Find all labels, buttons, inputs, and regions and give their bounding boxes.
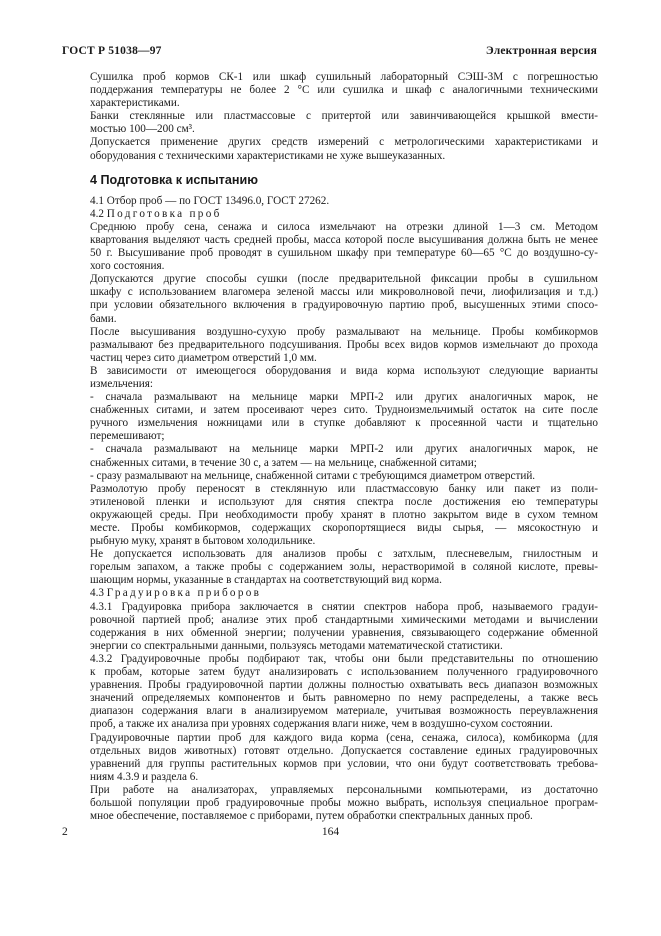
paragraph (62, 326, 598, 365)
text-line: снабженных ситами, и затем просеивают через сито. Трудноизмельчимый остаток на сите после (90, 404, 598, 417)
subsection-title: Подготовка проб (106, 207, 222, 220)
paragraph (62, 71, 598, 110)
text-line: Допускаются другие способы сушки (после предварительной фиксации пробы в сушильном (90, 273, 598, 286)
paragraph (62, 732, 598, 784)
page-body (62, 71, 598, 823)
text-line: шающим нормы, указанные в стандартах на соответствующий вид корма. (90, 574, 442, 587)
text-line: рыбную муку, хранят в бытовом холодильнике. (90, 535, 316, 548)
text-line: 50 г. Высушивание проб проводят в сушильном шкафу при температуре 60—65 °С до воздушно-су- (90, 247, 598, 260)
text-line: уравнений для группы растительных кормов при условии, что они будут соответствовать требова- (90, 757, 598, 770)
subsection-heading (62, 587, 598, 600)
paragraph (62, 601, 598, 653)
text-line: размалывают без предварительного подсушивания. Пробы всех видов кормов измельчают до прохода (90, 338, 598, 351)
text-line: В зависимости от имеющегося оборудования и вида корма используют следующие варианты (90, 364, 598, 377)
text-line: содержания в них обменной энергии; получении уравнения, связывающего содержание обменной (90, 626, 598, 639)
text-line: ровочной партией проб; анализе этих проб стандартными химическими методами и вычислении (90, 613, 598, 626)
paragraph (62, 483, 598, 548)
paragraph (62, 784, 598, 823)
text-line: окружающей среды. При необходимости пробу хранят в плотно закрытом виде в сухом темном (90, 508, 598, 521)
text-line: - сразу размалывают на мельнице, снабженной ситами с требующимся диаметром отверстий. (90, 469, 536, 482)
text-line: при условии обязательного включения в градуировочную партию проб, высушенных этими спосо- (90, 299, 598, 312)
text-line: частиц через сито диаметром отверстий 1,0 мм. (90, 351, 317, 364)
text-line: горелым запахом, а также пробы с содержанием золы, нерастворимой в соляной кислоте, превы- (90, 561, 598, 574)
subsection-number: 4.3 (90, 587, 104, 600)
document-code: ГОСТ Р 51038—97 (62, 45, 162, 57)
paragraph (62, 110, 598, 136)
paragraph (62, 391, 598, 443)
text-line: большой популяции проб градуировочные пробы можно выбрать, используя специальное програм- (90, 796, 598, 809)
text-line: 4.3.2 Градуировочные пробы подбирают так, чтобы они были представительны по отношению (90, 652, 598, 665)
text-line: диапазон содержания влаги в анализируемом материале, учитывая возможность переувлажнения (90, 705, 598, 718)
text-line: месте. Пробы комбикормов, содержащих скоропортящиеся виды сырья, — мясокостную и (90, 522, 598, 534)
subsection-number: 4.2 (90, 207, 104, 220)
text-line: измельчения: (90, 377, 153, 390)
page-number-center: 164 (321, 826, 340, 838)
paragraph (62, 221, 598, 273)
paragraph (62, 365, 598, 391)
text-line: Размолотую пробу переносят в стеклянную или пластмассовую банку или пакет из поли- (90, 482, 598, 495)
text-line: квартования выделяют часть средней пробы, масса которой после высушивания должна быть не менее (90, 233, 598, 246)
text-line: перемешивают; (90, 430, 165, 443)
text-line: проб, а также их анализа при уровнях содержания влаги ниже, чем в воздушно-сухом состоянии. (90, 718, 553, 731)
text-line: Градуировочные партии проб для каждого вида корма (сена, сенажа, силоса), комбикорма (для (90, 731, 598, 744)
electronic-version-label: Электронная версия (485, 45, 597, 57)
subsection-title: Градуировка приборов (106, 587, 262, 600)
text-line: этиленовой пленки и используют для снятия спектра после достижения ею температуры (90, 495, 598, 508)
section-paragraphs (62, 195, 598, 824)
paragraph (62, 136, 598, 162)
section-heading: 4 Подготовка к испытанию (90, 172, 258, 187)
text-line: Допускается применение других средств измерений с метрологическими характеристиками и (90, 136, 598, 149)
text-line: Банки стеклянные или пластмассовые с притертой или завинчивающейся крышкой вмести- (90, 110, 598, 123)
text-line: отдельных видов животных) готовят отдельно. Допускается составление единых градуировочных (90, 744, 598, 757)
text-line: значений определяемых компонентов и быть равномерно по нему распределены, а также весь (90, 692, 598, 705)
paragraph (62, 548, 598, 587)
paragraph (62, 273, 598, 325)
text-line: ниям 4.3.9 и раздела 6. (90, 770, 199, 783)
text-line: мное обеспечение, поставляемое с приборами, путем обработки спектральных данных проб. (90, 810, 533, 823)
text-line: ручного измельчения ножницами или в ступке добавляют к просеянной части и тщательно (90, 417, 598, 430)
text-line: энергии со спектральными данными, пользуясь методами математической статистики. (90, 639, 503, 652)
text-line: Среднюю пробу сена, сенажа и силоса измельчают на отрезки длиной 1—3 см. Методом (90, 220, 598, 233)
text-line: шкафу с использованием влагомера зеленой массы или микроволновой печи, лиофилизация и т.д.) (90, 286, 598, 299)
text-line: - сначала размалывают на мельнице марки МРП-2 или других аналогичных марок, не (90, 391, 598, 404)
paragraph (62, 653, 598, 732)
text-line: При работе на анализаторах, управляемых персональными компьютерами, из достаточно (90, 783, 598, 796)
text-line: 4.1 Отбор проб — по ГОСТ 13496.0, ГОСТ 27262. (90, 194, 330, 207)
text-line: Не допускается использовать для анализов пробы с затхлым, плесневелым, гнилостным и (90, 548, 598, 561)
text-line: 4.3.1 Градуировка прибора заключается в снятии спектров набора проб, называемого градуи- (90, 600, 598, 613)
text-line: к пробам, которые затем будут анализировать с использованием полученного градуировочного (90, 666, 598, 679)
page-number-left: 2 (62, 826, 68, 838)
intro-paragraphs (62, 71, 598, 163)
text-line: Сушилка проб кормов СК-1 или шкаф сушильный лабораторный СЭШ-3М с погрешностью (90, 71, 598, 83)
text-line: хого состояния. (90, 260, 165, 273)
text-line: характеристиками. (90, 97, 180, 110)
subsection-heading (62, 208, 598, 221)
text-line: поддержания температуры не более 2 °С или сушилка и шкаф с аналогичными техническими (90, 84, 598, 97)
text-line: мостью 100—200 см³. (90, 123, 195, 136)
text-line: снабженных ситами, в течение 30 с, а затем — на мельнице, снабженной ситами; (90, 456, 477, 469)
text-line: бами. (90, 312, 117, 325)
text-line: оборудования с техническими характеристиками не хуже вышеуказанных. (90, 149, 446, 162)
paragraph (62, 443, 598, 469)
paragraph (62, 470, 598, 483)
text-line: - сначала размалывают на мельнице марки МРП-2 или других аналогичных марок, не (90, 443, 598, 456)
text-line: После высушивания воздушно-сухую пробу размалывают на мельнице. Пробы комбикормов (90, 325, 598, 338)
paragraph (62, 195, 598, 208)
text-line: уравнения. Пробы градуировочной партии должны полностью охватывать весь диапазон возможных (90, 679, 598, 692)
